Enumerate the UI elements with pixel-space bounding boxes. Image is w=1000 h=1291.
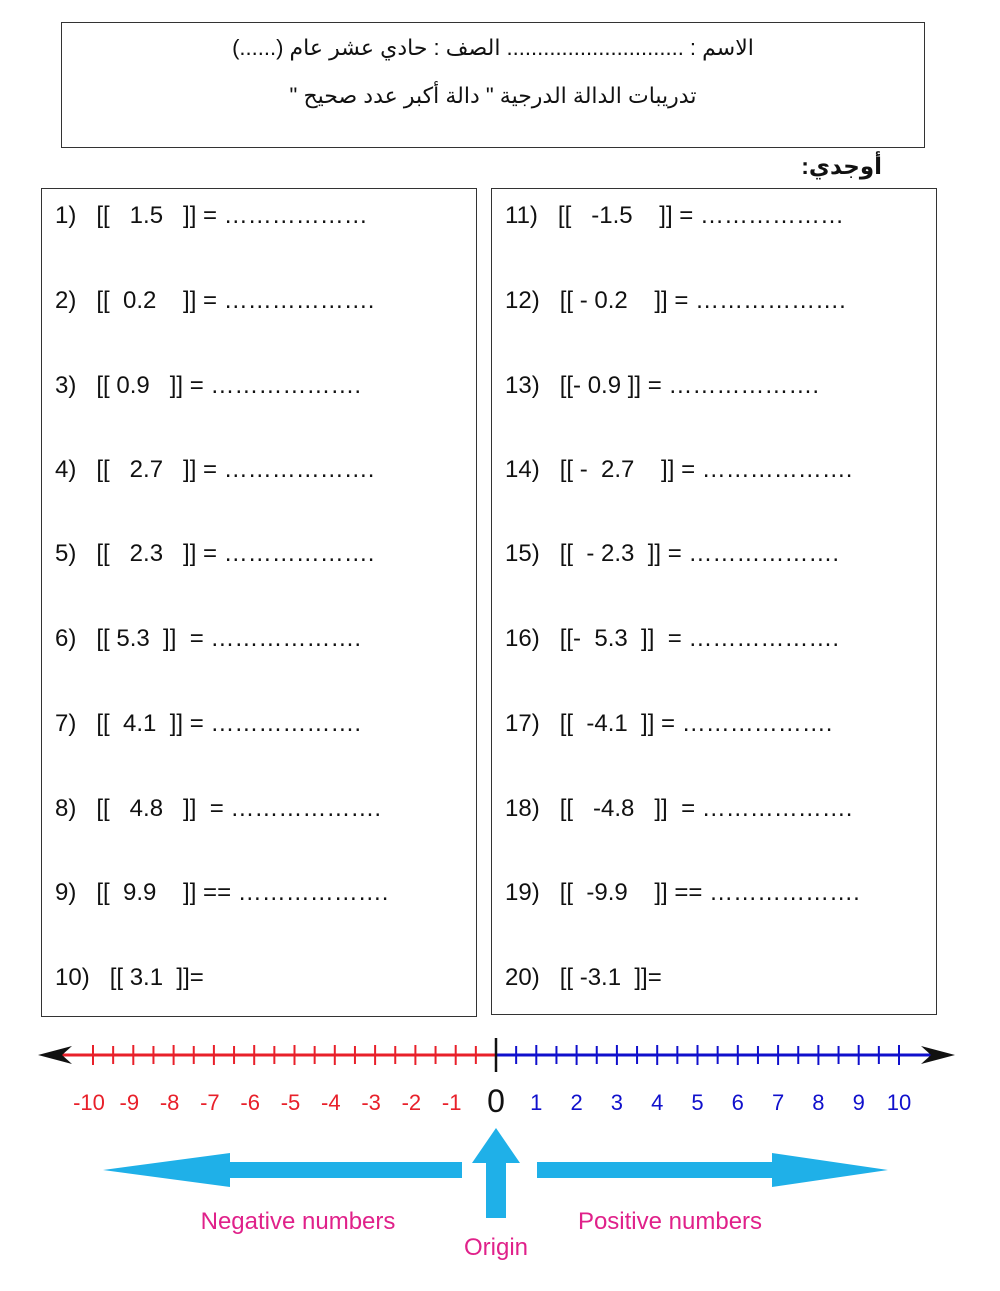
negative-tick-label: -1: [441, 1090, 462, 1115]
question-12: 12) [[ - 0.2 ]] = ……………….: [505, 287, 846, 314]
negative-tick-label: -5: [280, 1090, 301, 1115]
positive-tick-label: 4: [651, 1090, 664, 1115]
question-3: 3) [[ 0.9 ]] = ……………….: [55, 372, 362, 399]
question-11: 11) [[ -1.5 ]] = ………………: [505, 202, 844, 229]
negative-tick-label: -3: [361, 1090, 381, 1115]
negative-numbers-caption: Negative numbers: [200, 1208, 396, 1235]
positive-tick-label: 9: [852, 1090, 865, 1115]
question-19: 19) [[ -9.9 ]] == ……………….: [505, 879, 860, 906]
origin-caption: Origin: [463, 1234, 529, 1261]
question-1: 1) [[ 1.5 ]] = ………………: [55, 202, 368, 229]
positive-tick-label: 2: [570, 1090, 583, 1115]
instruction-label: أوجدي:: [801, 153, 882, 179]
positive-tick-label: 10: [886, 1090, 912, 1115]
question-18: 18) [[ -4.8 ]] = ……………….: [505, 795, 853, 822]
question-7: 7) [[ 4.1 ]] = ……………….: [55, 710, 362, 737]
question-15: 15) [[ - 2.3 ]] = ……………….: [505, 540, 840, 567]
question-20: 20) [[ -3.1 ]]=: [505, 964, 662, 991]
question-9: 9) [[ 9.9 ]] == ……………….: [55, 879, 389, 906]
question-6: 6) [[ 5.3 ]] = ……………….: [55, 625, 362, 652]
zero-label: 0: [487, 1083, 505, 1119]
question-17: 17) [[ -4.1 ]] = ……………….: [505, 710, 833, 737]
positive-direction-arrow-icon: [537, 1153, 888, 1187]
question-4: 4) [[ 2.7 ]] = ……………….: [55, 456, 375, 483]
positive-tick-label: 7: [771, 1090, 785, 1115]
question-5: 5) [[ 2.3 ]] = ……………….: [55, 540, 375, 567]
question-2: 2) [[ 0.2 ]] = ……………….: [55, 287, 375, 314]
negative-tick-label: -6: [240, 1090, 260, 1115]
positive-tick-label: 5: [691, 1090, 704, 1115]
question-8: 8) [[ 4.8 ]] = ……………….: [55, 795, 382, 822]
positive-tick-label: 1: [530, 1090, 543, 1115]
negative-tick-label: -9: [119, 1090, 140, 1115]
positive-numbers-caption: Positive numbers: [577, 1208, 763, 1235]
negative-tick-label: -10: [73, 1090, 105, 1115]
negative-tick-label: -4: [321, 1090, 341, 1115]
origin-arrow-icon: [472, 1128, 520, 1218]
question-14: 14) [[ - 2.7 ]] = ……………….: [505, 456, 853, 483]
worksheet-title: تدريبات الدالة الدرجية " دالة أكبر عدد صحيح ": [289, 83, 697, 108]
question-10: 10) [[ 3.1 ]]=: [55, 964, 204, 991]
question-13: 13) [[- 0.9 ]] = ……………….: [505, 372, 820, 399]
positive-tick-label: 3: [610, 1090, 624, 1115]
positive-tick-label: 6: [731, 1090, 744, 1115]
name-class-line: الاسم : ............................. الصف : حادي عشر عام (......): [232, 35, 754, 60]
positive-tick-label: 8: [812, 1090, 825, 1115]
question-16: 16) [[- 5.3 ]] = ……………….: [505, 625, 840, 652]
negative-tick-label: -7: [200, 1090, 220, 1115]
negative-direction-arrow-icon: [103, 1153, 462, 1187]
negative-tick-label: -2: [401, 1090, 422, 1115]
negative-tick-label: -8: [159, 1090, 180, 1115]
